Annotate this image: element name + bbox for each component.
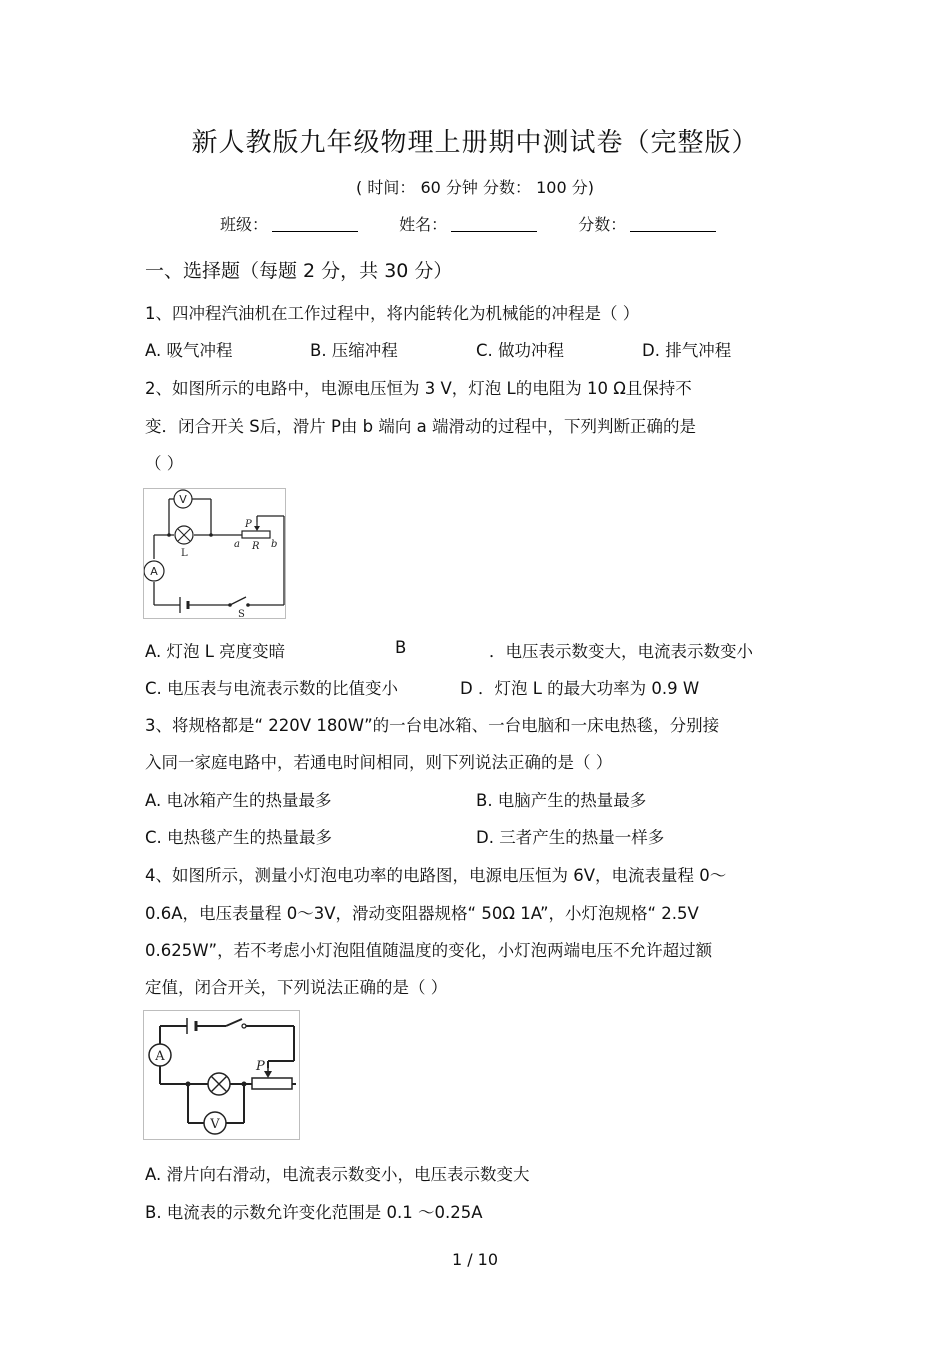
switch-label: S bbox=[238, 609, 245, 618]
class-field[interactable] bbox=[220, 212, 358, 235]
q2-line3: （ ） bbox=[145, 454, 184, 473]
q2-line1: 2、如图所示的电路中，电源电压恒为 3 V，灯泡 L的电阻为 10 Ω且保持不 bbox=[145, 379, 692, 398]
ammeter-label: A bbox=[150, 565, 158, 578]
q1-option-b: B. 压缩冲程 bbox=[310, 341, 398, 360]
q1-option-d: D. 排气冲程 bbox=[642, 341, 732, 360]
q4-line3: 0.625W”，若不考虑小灯泡阻值随温度的变化，小灯泡两端电压不允许超过额 bbox=[145, 941, 713, 960]
q1-stem: 1、四冲程汽油机在工作过程中，将内能转化为机械能的冲程是（ ） bbox=[145, 304, 640, 323]
page-number: 1 / 10 bbox=[451, 1250, 499, 1269]
q4-line1: 4、如图所示，测量小灯泡电功率的电路图，电源电压恒为 6V，电流表量程 0～ bbox=[145, 866, 727, 885]
rheostat-label-r: R bbox=[252, 541, 260, 552]
name-field[interactable] bbox=[399, 212, 537, 235]
q2-option-b-letter: B bbox=[395, 638, 407, 657]
name-blank[interactable] bbox=[451, 215, 537, 232]
q3-line2: 入同一家庭电路中，若通电时间相同，则下列说法正确的是（ ） bbox=[145, 753, 613, 772]
slider-label-p: P bbox=[256, 1059, 265, 1074]
student-fields bbox=[220, 212, 752, 235]
rheostat-icon bbox=[252, 1078, 292, 1089]
q4-option-a: A. 滑片向右滑动，电流表示数变小，电压表示数变大 bbox=[145, 1165, 530, 1184]
q2-option-a: A. 灯泡 L 亮度变暗 bbox=[145, 642, 286, 661]
voltmeter-label: V bbox=[210, 1117, 220, 1132]
score-field[interactable] bbox=[578, 212, 716, 235]
ammeter-label: A bbox=[155, 1049, 165, 1064]
q3-option-d: D. 三者产生的热量一样多 bbox=[476, 828, 665, 847]
q4-line2: 0.6A，电压表量程 0～3V，滑动变阻器规格“ 50Ω 1A”，小灯泡规格“ 2.5V bbox=[145, 904, 699, 923]
q1-option-c: C. 做功冲程 bbox=[476, 341, 565, 360]
q4-option-b: B. 电流表的示数允许变化范围是 0.1 ～0.25A bbox=[145, 1203, 483, 1222]
q1-option-a: A. 吸气冲程 bbox=[145, 341, 233, 360]
class-label: 班级： bbox=[220, 215, 269, 234]
class-blank[interactable] bbox=[272, 215, 358, 232]
score-label: 分数： bbox=[578, 215, 627, 234]
section-heading: 一、选择题（每题 2 分，共 30 分） bbox=[145, 260, 453, 282]
q2-circuit-figure bbox=[143, 488, 286, 619]
lamp-label: L bbox=[181, 548, 188, 559]
q2-option-c: C. 电压表与电流表示数的比值变小 bbox=[145, 679, 399, 698]
slider-label-p: P bbox=[245, 519, 252, 530]
q2-option-b-text: ．电压表示数变大，电流表示数变小 bbox=[489, 642, 753, 661]
q3-option-b: B. 电脑产生的热量最多 bbox=[476, 791, 647, 810]
q3-line1: 3、将规格都是“ 220V 180W”的一台电冰箱、一台电脑和一床电热毯，分别接 bbox=[145, 716, 720, 735]
rheostat-icon bbox=[242, 531, 270, 538]
rheostat-end-a: a bbox=[234, 539, 240, 550]
exam-info: ( 时间： 60 分钟 分数： 100 分) bbox=[356, 178, 594, 197]
rheostat-end-b: b bbox=[271, 539, 278, 550]
page-title: 新人教版九年级物理上册期中测试卷（完整版） bbox=[191, 128, 759, 158]
q2-circuit-diagram bbox=[144, 489, 285, 618]
voltmeter-label: V bbox=[179, 493, 187, 506]
q4-circuit-diagram bbox=[144, 1011, 299, 1139]
q3-option-a: A. 电冰箱产生的热量最多 bbox=[145, 791, 332, 810]
q4-circuit-figure bbox=[143, 1010, 300, 1140]
q4-line4: 定值，闭合开关，下列说法正确的是（ ） bbox=[145, 978, 448, 997]
q2-line2: 变．闭合开关 S后，滑片 P由 b 端向 a 端滑动的过程中，下列判断正确的是 bbox=[145, 417, 696, 436]
q3-option-c: C. 电热毯产生的热量最多 bbox=[145, 828, 333, 847]
name-label: 姓名： bbox=[399, 215, 448, 234]
q2-option-d: D ．灯泡 L 的最大功率为 0.9 W bbox=[460, 679, 700, 698]
score-blank[interactable] bbox=[630, 215, 716, 232]
